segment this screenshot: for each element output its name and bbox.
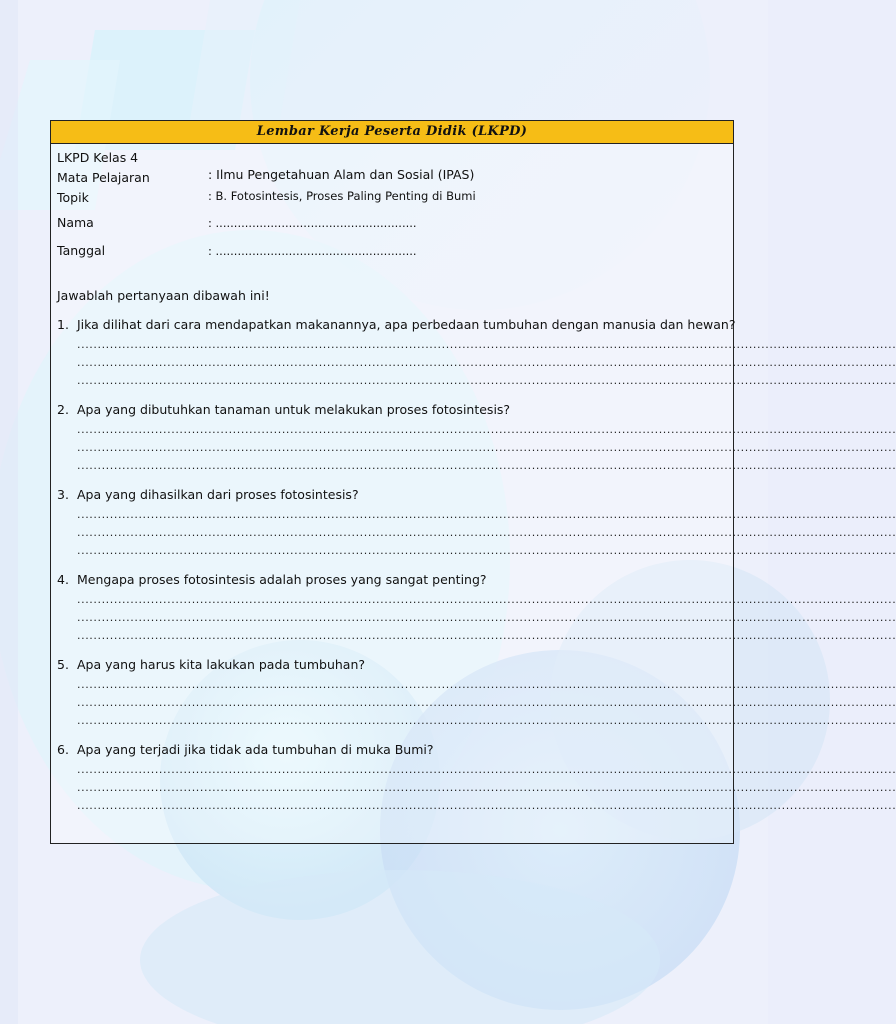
name-field[interactable]: : ....................................................... (208, 216, 417, 230)
answer-line[interactable]: ........................................................................................................................................................................................................ (77, 593, 896, 606)
topic-label: Topik (57, 190, 89, 205)
name-label: Nama (57, 215, 94, 230)
question-text: Apa yang dihasilkan dari proses fotosintesis? (77, 487, 359, 502)
worksheet-info (51, 144, 733, 264)
question-number: 1. (57, 317, 69, 332)
question-item (57, 401, 896, 486)
question-number: 2. (57, 402, 69, 417)
question-number: 6. (57, 742, 69, 757)
question-text: Apa yang dibutuhkan tanaman untuk melakukan proses fotosintesis? (77, 402, 511, 417)
question-item (57, 486, 896, 571)
answer-line[interactable]: ........................................................................................................................................................................................................ (77, 441, 896, 454)
question-number: 4. (57, 572, 69, 587)
question-text: Apa yang terjadi jika tidak ada tumbuhan di muka Bumi? (77, 742, 434, 757)
subject-value: : Ilmu Pengetahuan Alam dan Sosial (IPAS) (208, 167, 475, 182)
question-text: Apa yang harus kita lakukan pada tumbuhan? (77, 657, 366, 672)
answer-line[interactable]: ........................................................................................................................................................................................................ (77, 763, 896, 776)
answer-line[interactable]: ........................................................................................................................................................................................................ (77, 781, 896, 794)
date-label: Tanggal (57, 243, 106, 258)
question-text: Jika dilihat dari cara mendapatkan makanannya, apa perbedaan tumbuhan dengan manusia dan hewan? (77, 317, 736, 332)
answer-line[interactable]: ........................................................................................................................................................................................................ (77, 459, 896, 472)
question-item (57, 656, 896, 741)
answer-line[interactable]: ........................................................................................................................................................................................................ (77, 526, 896, 539)
instruction-text: Jawablah pertanyaan dibawah ini! (57, 288, 270, 303)
date-field[interactable]: : ....................................................... (208, 244, 417, 258)
answer-line[interactable]: ........................................................................................................................................................................................................ (77, 356, 896, 369)
answer-line[interactable]: ........................................................................................................................................................................................................ (77, 374, 896, 387)
answer-line[interactable]: ........................................................................................................................................................................................................ (77, 544, 896, 557)
question-list (57, 316, 896, 826)
question-number: 3. (57, 487, 69, 502)
answer-line[interactable]: ........................................................................................................................................................................................................ (77, 338, 896, 351)
answer-line[interactable]: ........................................................................................................................................................................................................ (77, 714, 896, 727)
subject-label: Mata Pelajaran (57, 170, 150, 185)
worksheet-title: Lembar Kerja Peserta Didik (LKPD) (51, 121, 733, 144)
question-text: Mengapa proses fotosintesis adalah proses yang sangat penting? (77, 572, 487, 587)
answer-line[interactable]: ........................................................................................................................................................................................................ (77, 508, 896, 521)
topic-value: : B. Fotosintesis, Proses Paling Penting di Bumi (208, 189, 476, 203)
answer-line[interactable]: ........................................................................................................................................................................................................ (77, 611, 896, 624)
question-item (57, 571, 896, 656)
answer-line[interactable]: ........................................................................................................................................................................................................ (77, 629, 896, 642)
answer-line[interactable]: ........................................................................................................................................................................................................ (77, 799, 896, 812)
question-number: 5. (57, 657, 69, 672)
answer-line[interactable]: ........................................................................................................................................................................................................ (77, 696, 896, 709)
question-item (57, 316, 896, 401)
answer-line[interactable]: ........................................................................................................................................................................................................ (77, 423, 896, 436)
class-label: LKPD Kelas 4 (57, 150, 139, 165)
answer-line[interactable]: ........................................................................................................................................................................................................ (77, 678, 896, 691)
question-item (57, 741, 896, 826)
worksheet (50, 120, 896, 844)
